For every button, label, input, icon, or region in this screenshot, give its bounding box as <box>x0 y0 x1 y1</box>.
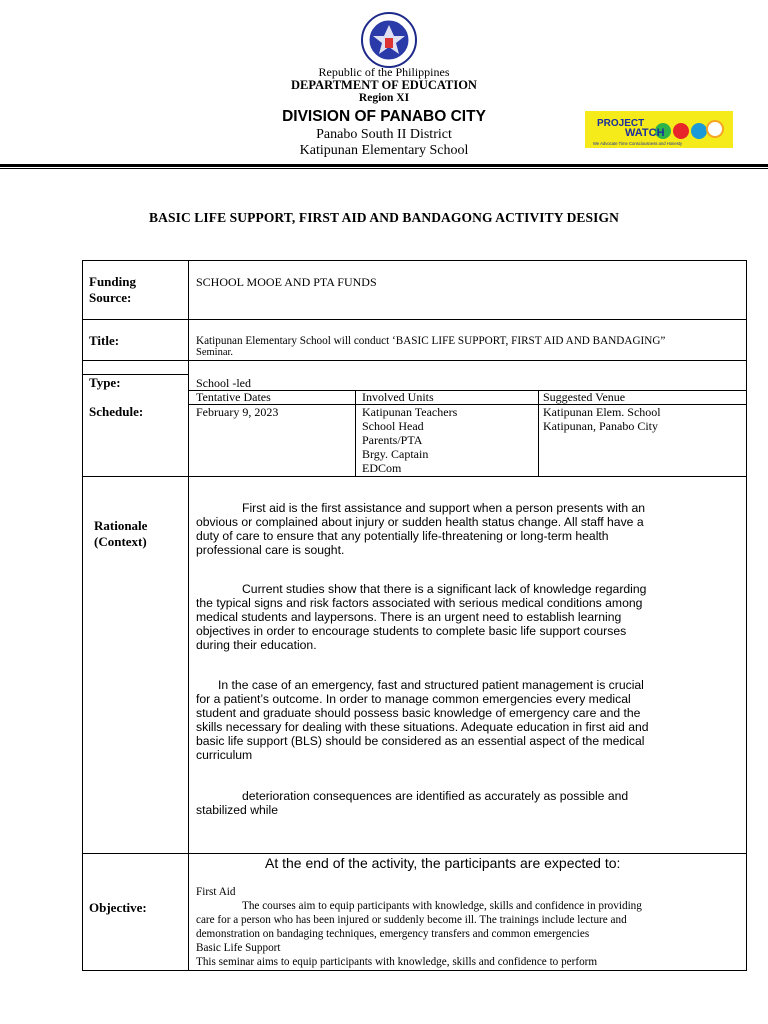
row-divider-schedule <box>82 476 747 477</box>
rationale-p3-line: for a patient’s outcome. In order to manage common emergencies every medical <box>196 692 631 706</box>
type-label: Type: <box>89 375 121 390</box>
schedule-unit: Katipunan Teachers <box>362 405 458 419</box>
header-school: Katipunan Elementary School <box>299 143 469 158</box>
project-watch-logo <box>585 111 733 148</box>
schedule-unit: School Head <box>362 419 424 433</box>
rationale-p3-line: student and graduate should possess basic knowledge of emergency care and the <box>196 706 641 720</box>
rationale-p3-line: In the case of an emergency, fast and structured patient management is crucial <box>218 678 644 692</box>
rationale-p3-line: curriculum <box>196 748 253 762</box>
objective-intro: At the end of the activity, the participants are expected to: <box>265 855 621 871</box>
rationale-label: Rationale (Context) <box>94 518 148 549</box>
title-value-line-2: Seminar. <box>196 347 234 358</box>
header-republic: Republic of the Philippines <box>318 65 450 79</box>
schedule-label: Schedule: <box>89 404 144 419</box>
rationale-p1-line: duty of care to ensure that any potentially life-threatening or long-term health <box>196 529 609 543</box>
funding-value: SCHOOL MOOE AND PTA FUNDS <box>196 275 377 289</box>
header-division: DIVISION OF PANABO CITY <box>282 108 486 125</box>
row-divider-type <box>188 390 747 391</box>
header-department: DEPARTMENT OF EDUCATION <box>291 78 477 92</box>
schedule-venue: Katipunan Elem. School <box>543 405 661 419</box>
objective-label: Objective: <box>89 900 147 915</box>
rationale-p1-line: obvious or complained about injury or sudden health status change. All staff have a <box>196 515 644 529</box>
schedule-unit: Parents/PTA <box>362 433 423 447</box>
rationale-p4-line: deterioration consequences are identified as accurately as possible and <box>242 789 629 803</box>
row-divider-title <box>82 360 747 361</box>
title-value-line-1: Katipunan Elementary School will conduct ‘BASIC LIFE SUPPORT, FIRST AID AND BANDAGING” <box>196 335 666 347</box>
schedule-col-divider-1 <box>355 390 356 476</box>
row-divider-rationale <box>82 853 747 854</box>
schedule-header-venue: Suggested Venue <box>543 390 626 404</box>
rationale-p2-line: the typical signs and risk factors associated with serious medical conditions among <box>196 596 643 610</box>
objective-line: care for a person who has been injured or suddenly become ill. The trainings include lecture and <box>196 914 627 926</box>
label-column-divider <box>188 260 189 971</box>
rationale-p3-line: skills necessary for dealing with these situations. Adequate education in first aid and <box>196 720 649 734</box>
header-rule-thin <box>0 168 768 169</box>
rationale-p2-line: Current studies show that there is a significant lack of knowledge regarding <box>242 582 647 596</box>
objective-line: First Aid <box>196 886 236 898</box>
schedule-unit: EDCom <box>362 461 402 475</box>
rationale-p1-line: First aid is the first assistance and support when a person presents with an <box>242 501 646 515</box>
rationale-p1-line: professional care is sought. <box>196 543 345 557</box>
schedule-header-units: Involved Units <box>362 390 434 404</box>
objective-line: Basic Life Support <box>196 942 281 954</box>
objective-line: The courses aim to equip participants with knowledge, skills and confidence in providing <box>242 900 642 912</box>
header-district: Panabo South II District <box>316 127 452 142</box>
row-divider-funding <box>82 319 747 320</box>
logo-project-text: PROJECT <box>597 118 645 129</box>
funding-label: Funding Source: <box>89 274 136 305</box>
title-label: Title: <box>89 333 120 348</box>
schedule-venue: Katipunan, Panabo City <box>543 419 658 433</box>
schedule-header-dates: Tentative Dates <box>196 390 271 404</box>
deped-seal-logo <box>361 12 417 68</box>
header-rule-thick <box>0 164 768 167</box>
schedule-unit: Brgy. Captain <box>362 447 429 461</box>
logo-tagline: We Advocate Time Consciousness and Honesty <box>593 141 683 146</box>
rationale-p2-line: medical students and laypersons. There is an urgent need to establish learning <box>196 610 622 624</box>
type-value: School -led <box>196 376 251 390</box>
logo-watch-text: WATCH <box>625 127 665 139</box>
objective-line: demonstration on bandaging techniques, emergency transfers and common emergencies <box>196 928 590 940</box>
document-title: BASIC LIFE SUPPORT, FIRST AID AND BANDAGONG ACTIVITY DESIGN <box>149 210 619 225</box>
schedule-date: February 9, 2023 <box>196 405 279 419</box>
objective-line: This seminar aims to equip participants with knowledge, skills and confidence to perform <box>196 956 598 968</box>
header-region: Region XI <box>358 92 410 104</box>
rationale-p4-line: stabilized while <box>196 803 278 817</box>
rationale-p2-line: objectives in order to encourage students to complete basic life support courses <box>196 624 627 638</box>
rationale-p2-line: during their education. <box>196 638 317 652</box>
rationale-p3-line: basic life support (BLS) should be considered as an essential aspect of the medical <box>196 734 645 748</box>
schedule-col-divider-2 <box>538 390 539 476</box>
